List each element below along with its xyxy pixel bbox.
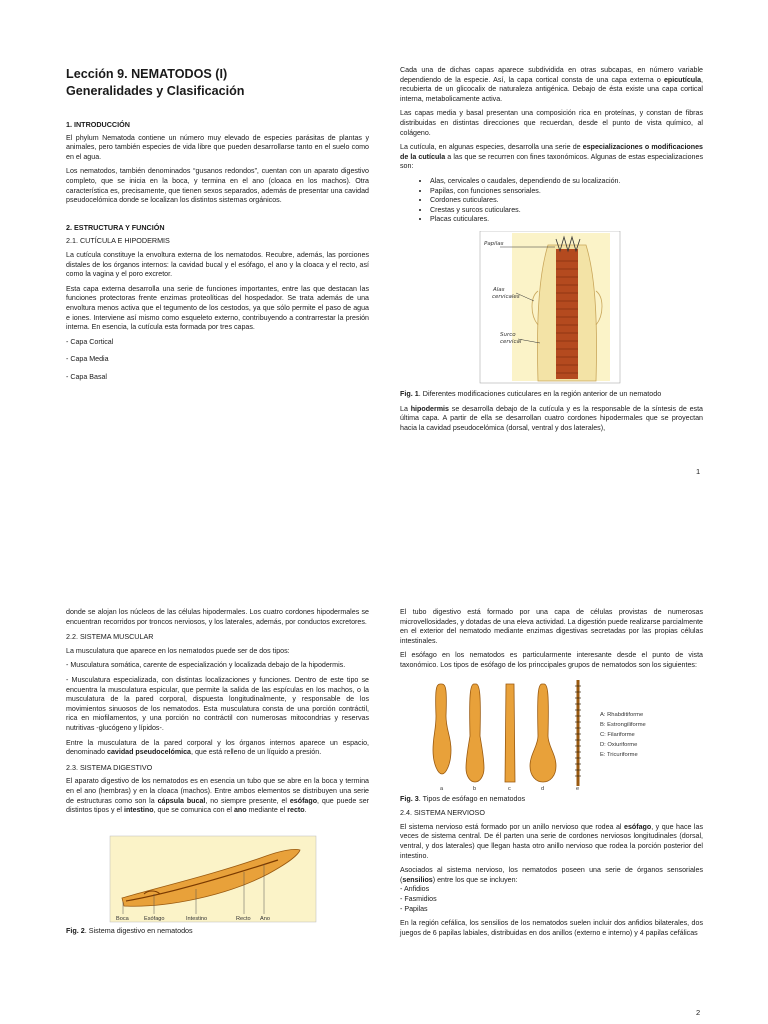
esophagus-filariform bbox=[505, 684, 515, 782]
subheading-2-3: 2.3. SISTEMA DIGESTIVO bbox=[66, 762, 153, 772]
muscle-intro: La musculatura que aparece en los nematodos puede ser de dos tipos: bbox=[66, 646, 290, 655]
media-basal-paragraph: Las capas media y basal presentan una composición rica en proteínas, y constan de fibras distribuidas en distintas direcciones que recuerdan, desde el punto de vista químico, al colágeno. bbox=[400, 109, 703, 137]
legend-b: B: Estrongiliforme bbox=[600, 721, 646, 728]
list-item: • Alas, cervicales o caudales, dependiendo de su localización. bbox=[430, 177, 703, 187]
sensillum-papilas: - Papilas bbox=[400, 904, 428, 913]
intro-paragraph-2: Los nematodos, también denominados “gusanos redondos”, cuentan con un aparato digestivo completo, que se inicia en la boca, y termina en el ano (cloaca en los machos). Otra característica es, precisamente, que tienen sexos separados, además de presentar una cavidad pseudocelómica donde se localizan los distintos sistemas orgánicos. bbox=[66, 167, 369, 205]
legend-c: C: Filariforme bbox=[600, 731, 635, 738]
letter-e: e bbox=[576, 785, 580, 792]
label-intestino: Intestino bbox=[186, 915, 208, 922]
sensilla-paragraph: Asociados al sistema nervioso, los nematodos poseen una serie de órganos sensoriales (sensilios) entre los que se incluyen: bbox=[400, 866, 703, 884]
layer-basal: - Capa Basal bbox=[66, 372, 108, 381]
muscle-somatic: - Musculatura somática, carente de especialización y localizada debajo de la hipodermis. bbox=[66, 661, 346, 670]
label-ano: Ano bbox=[260, 915, 270, 922]
page2-right-column bbox=[400, 608, 703, 943]
digestive-tube-paragraph: El tubo digestivo está formado por una capa de células provistas de numerosas microvellosidades, y dotadas de una eleva actividad. La digestión puede realizarse parcialmente en el exterior del nematodo mediante enzimas digestivas secretadas por las propias células intestinales. bbox=[400, 608, 703, 645]
list-item: • Crestas y surcos cuticulares. bbox=[430, 206, 703, 216]
label-papilas: Papilas bbox=[484, 240, 504, 247]
figure-2-caption: Fig. 2. Sistema digestivo en nematodos bbox=[66, 925, 193, 935]
figure-2-illustration bbox=[66, 834, 369, 926]
legend-e: E: Tricuriforme bbox=[600, 751, 638, 758]
figure-2 bbox=[66, 834, 369, 926]
cuticle-paragraph-1: La cutícula constituye la envoltura externa de los nematodos. Recubre, además, las porciones distales de los órganos internos: la cavidad bucal y el esófago, el ano y la cloaca y el recto, así como la vagina y el poro excretor. bbox=[66, 250, 369, 279]
layers-paragraph: Cada una de dichas capas aparece subdividida en otras subcapas, en número variable dependiendo de la especie. Así, la capa cortical consta de una capa externa o epicutícula, recubierta de un glicocalix de naturaleza antigénica. Debajo de ésta existe una capa cortical interna, metabolicamente activa. bbox=[400, 66, 703, 103]
layer-cortical: - Capa Cortical bbox=[66, 337, 114, 346]
hypodermis-paragraph: La hipodermis se desarrolla debajo de la cutícula y es la responsable de la síntesis de esta última capa. A partir de ella se desarrollan cuatro cordones hipodermales que se proyectan hacia la cavidad pseudocelómica (dorsal, ventral y dos laterales), bbox=[400, 404, 703, 432]
pseudocoelom-paragraph: Entre la musculatura de la pared corporal y los órganos internos aparece un espacio, denominado cavidad pseudocelómica, que está relleno de un líquido a presión. bbox=[66, 738, 369, 757]
letter-a: a bbox=[440, 785, 444, 792]
subheading-2-2: 2.2. SISTEMA MUSCULAR bbox=[66, 632, 154, 642]
page1-left-column bbox=[66, 66, 369, 387]
cuticle-paragraph-2: Esta capa externa desarrolla una serie de funciones importantes, entre las que destacan las funciones protectoras frente enzimas proteolíticas del hospedador. Se trata además de una envoltura menos activa que el tegumento de los cestodos, ya que sólo permite el paso de agua e iones. Interviene así mismo como esqueleto externo, contribuyendo a contrarrestar la presión interna. En esencia, la cutícula esta formada por tres capas. bbox=[66, 284, 369, 332]
intro-heading: 1. INTRODUCCIÓN bbox=[66, 120, 130, 129]
specializations-list bbox=[400, 177, 703, 225]
letter-d: d bbox=[541, 785, 545, 792]
hypodermis-continued: donde se alojan los núcleos de las células hipodermales. Los cuatro cordones hipodermales se encuentran recorridos por troncos nerviosos, y los laterales, además, por conductos excretores. bbox=[66, 608, 369, 626]
specializations-paragraph: La cutícula, en algunas especies, desarrolla una serie de especializaciones o modificaciones de la cutícula a las que se recurren con fines taxonómicos. Algunas de estas especializaciones son: bbox=[400, 143, 703, 171]
list-item: • Cordones cuticulares. bbox=[430, 196, 703, 206]
subheading-2-4: 2.4. SISTEMA NERVIOSO bbox=[400, 808, 485, 818]
figure-3 bbox=[400, 676, 703, 794]
figure-1-illustration bbox=[400, 231, 703, 389]
lesson-title: Lección 9. NEMATODOS (I) Generalidades y Clasificación bbox=[66, 67, 245, 98]
page-number-1: 1 bbox=[696, 467, 701, 476]
sensillum-anfidios: - Anfidios bbox=[400, 885, 430, 894]
list-item: • Placas cuticulares. bbox=[430, 215, 703, 225]
digestive-paragraph: El aparato digestivo de los nematodos es en esencia un tubo que se abre en la boca y termina en el ano (hembras) y en la cloaca (machos). Entre ambos elementos se distribuyen una serie de estructuras como son la cápsula bucal, no siempre presente, el esófago, que puede ser distintos tipos y el intestino, que se comunica con el ano mediante el recto. bbox=[66, 777, 369, 815]
page-number-2: 2 bbox=[696, 1008, 701, 1017]
muscle-specialized: - Musculatura especializada, con distintas localizaciones y funciones. Dentro de este tipo se encuentra la musculatura espicular, que permite la salida de las espículas en los machos, o la musculatura de la pared corporal, dispuesta longitudinalmente, y responsable de los movimientos sinuosos de los nematodos. Esta musculatura consta de una porción contráctil, rica en miofilamentos, y una porción no contráctil con numerosas mitocondrias y reservas nutritivas -glucógeno y lípidos-. bbox=[66, 675, 369, 732]
figure-3-illustration bbox=[400, 676, 703, 794]
figure-1 bbox=[400, 231, 703, 389]
figure-3-caption: Fig. 3. Tipos de esófago en nematodos bbox=[400, 793, 526, 803]
label-cervicales: cervicales bbox=[492, 293, 520, 300]
label-esofago: Esófago bbox=[144, 915, 165, 922]
figure-1-caption: Fig. 1. Diferentes modificaciones cuticulares en la región anterior de un nematodo bbox=[400, 388, 662, 398]
esophagus-paragraph: El esófago en los nematodos es particularmente interesante desde el punto de vista taxonómico. Los tipos de esófago de los princcipales grupos de nematodos son los siguientes: bbox=[400, 651, 703, 669]
list-item: • Papilas, con funciones sensoriales. bbox=[430, 187, 703, 197]
letter-b: b bbox=[473, 785, 477, 792]
page-gap bbox=[0, 490, 768, 596]
legend-d: D: Oxiuriforme bbox=[600, 741, 638, 748]
label-alas: Alas bbox=[493, 286, 505, 293]
page2-left-column bbox=[66, 608, 369, 940]
layer-media: - Capa Media bbox=[66, 355, 109, 364]
cephalic-paragraph: En la región cefálica, los sensilios de los nematodos suelen incluir dos anfidios bilaterales, dos juegos de 6 papilas labiales, distribuidas en dos anillos (externo e interno) y 4 papilas cefálicas bbox=[400, 919, 703, 937]
page1-right-column bbox=[400, 66, 703, 438]
intro-paragraph-1: El phylum Nematoda contiene un número muy elevado de especies parásitas de plantas y animales, pero también especies de vida libre que pueden desarrollarse tanto en el suelo como en el agua. bbox=[66, 133, 369, 161]
page-1 bbox=[0, 0, 768, 490]
legend-a: A: Rhabditiforme bbox=[600, 711, 644, 718]
nervous-paragraph: El sistema nervioso está formado por un anillo nervioso que rodea al esófago, y que hace las veces de sistema central. De él parten una serie de cordones nerviosos longitudinales (dorsal, ventral, y dos laterales) que llegan hasta otro anillo nervioso que rodea la porción posterior del intestino. bbox=[400, 822, 703, 860]
label-surco: Surco bbox=[500, 331, 516, 338]
subheading-2-1: 2.1. CUTÍCULA E HIPODERMIS bbox=[66, 236, 170, 246]
label-boca: Boca bbox=[116, 915, 129, 922]
structure-heading: 2. ESTRUCTURA Y FUNCIÓN bbox=[66, 222, 165, 232]
label-recto: Recto bbox=[236, 915, 251, 922]
label-cervical: cervical bbox=[500, 338, 522, 345]
letter-c: c bbox=[508, 785, 511, 792]
sensillum-fasmidios: - Fasmidios bbox=[400, 894, 437, 903]
page-2 bbox=[0, 596, 768, 1024]
